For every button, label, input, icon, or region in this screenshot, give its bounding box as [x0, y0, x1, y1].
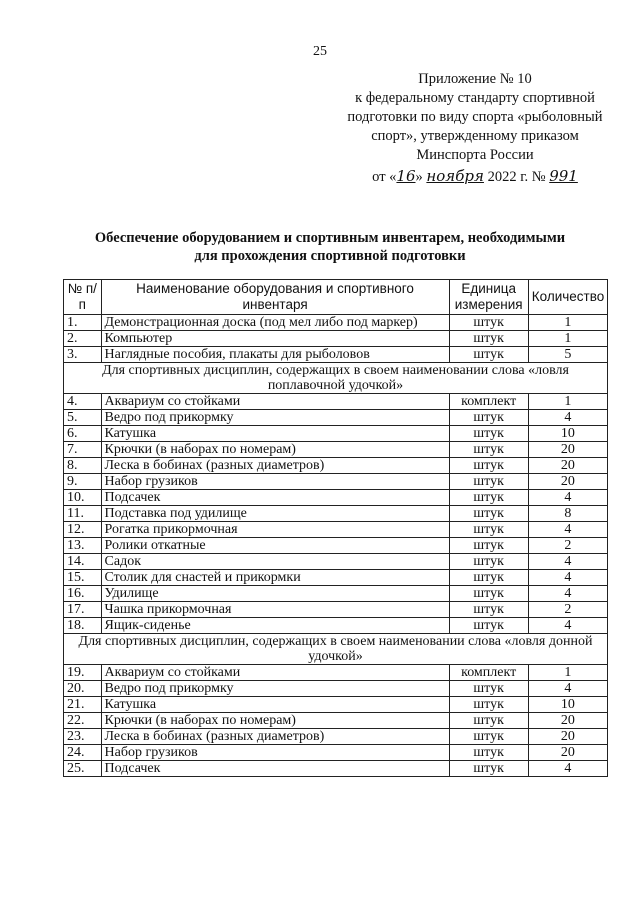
table-header-row	[64, 280, 608, 315]
item-quantity: 4	[528, 410, 607, 426]
row-number: 7.	[64, 442, 102, 458]
table-row	[64, 586, 608, 602]
table-row	[64, 681, 608, 697]
table-row	[64, 442, 608, 458]
section-label: Для спортивных дисциплин, содержащих в своем наименовании слова «ловля поплавочной удочкой»	[64, 363, 608, 394]
item-name: Ведро под прикормку	[101, 410, 449, 426]
item-quantity: 4	[528, 522, 607, 538]
item-name: Леска в бобинах (разных диаметров)	[101, 458, 449, 474]
table-row	[64, 490, 608, 506]
item-name: Леска в бобинах (разных диаметров)	[101, 729, 449, 745]
item-quantity: 20	[528, 474, 607, 490]
row-number: 15.	[64, 570, 102, 586]
item-quantity: 2	[528, 602, 607, 618]
section-row	[64, 363, 608, 394]
page-number: 25	[313, 44, 327, 59]
item-unit: штук	[449, 713, 528, 729]
item-name: Катушка	[101, 697, 449, 713]
item-quantity: 4	[528, 570, 607, 586]
table-row	[64, 410, 608, 426]
item-quantity: 1	[528, 665, 607, 681]
header-name: Наименование оборудования и спортивного инвентаря	[101, 280, 449, 315]
table-row	[64, 665, 608, 681]
item-name: Подсачек	[101, 761, 449, 777]
item-name: Подсачек	[101, 490, 449, 506]
table-body	[64, 315, 608, 777]
equipment-table	[63, 279, 608, 777]
table-row	[64, 315, 608, 331]
row-number: 1.	[64, 315, 102, 331]
item-name: Крючки (в наборах по номерам)	[101, 442, 449, 458]
item-unit: штук	[449, 490, 528, 506]
item-unit: штук	[449, 618, 528, 634]
item-name: Компьютер	[101, 331, 449, 347]
row-number: 19.	[64, 665, 102, 681]
row-number: 13.	[64, 538, 102, 554]
item-name: Ящик-сиденье	[101, 618, 449, 634]
row-number: 11.	[64, 506, 102, 522]
item-unit: штук	[449, 315, 528, 331]
table-row	[64, 697, 608, 713]
row-number: 17.	[64, 602, 102, 618]
title-line-2: для прохождения спортивной подготовки	[194, 248, 466, 264]
item-unit: штук	[449, 442, 528, 458]
item-unit: штук	[449, 602, 528, 618]
item-name: Подставка под удилище	[101, 506, 449, 522]
table-row	[64, 331, 608, 347]
row-number: 12.	[64, 522, 102, 538]
table-row	[64, 554, 608, 570]
document-title	[60, 229, 600, 265]
row-number: 25.	[64, 761, 102, 777]
item-name: Аквариум со стойками	[101, 394, 449, 410]
row-number: 2.	[64, 331, 102, 347]
header-unit: Единица измерения	[449, 280, 528, 315]
item-unit: штук	[449, 681, 528, 697]
item-name: Садок	[101, 554, 449, 570]
section-label: Для спортивных дисциплин, содержащих в своем наименовании слова «ловля донной удочкой»	[64, 634, 608, 665]
item-name: Ролики откатные	[101, 538, 449, 554]
item-name: Демонстрационная доска (под мел либо под маркер)	[101, 315, 449, 331]
item-unit: комплект	[449, 394, 528, 410]
item-quantity: 10	[528, 697, 607, 713]
item-quantity: 4	[528, 681, 607, 697]
item-name: Катушка	[101, 426, 449, 442]
row-number: 5.	[64, 410, 102, 426]
item-unit: штук	[449, 586, 528, 602]
appendix-line: к федеральному стандарту спортивной	[355, 90, 595, 106]
item-quantity: 4	[528, 490, 607, 506]
row-number: 3.	[64, 347, 102, 363]
row-number: 8.	[64, 458, 102, 474]
row-number: 21.	[64, 697, 102, 713]
table-row	[64, 761, 608, 777]
item-name: Рогатка прикормочная	[101, 522, 449, 538]
item-quantity: 1	[528, 394, 607, 410]
header-qty: Количество	[528, 280, 607, 315]
table-row	[64, 602, 608, 618]
item-quantity: 4	[528, 554, 607, 570]
item-quantity: 8	[528, 506, 607, 522]
item-unit: штук	[449, 761, 528, 777]
date-mid: »	[415, 169, 423, 185]
item-unit: комплект	[449, 665, 528, 681]
item-name: Набор грузиков	[101, 474, 449, 490]
item-name: Чашка прикормочная	[101, 602, 449, 618]
row-number: 14.	[64, 554, 102, 570]
appendix-line: Приложение № 10	[418, 71, 532, 87]
item-unit: штук	[449, 331, 528, 347]
item-unit: штук	[449, 474, 528, 490]
item-quantity: 1	[528, 331, 607, 347]
item-quantity: 4	[528, 586, 607, 602]
row-number: 23.	[64, 729, 102, 745]
item-quantity: 4	[528, 761, 607, 777]
item-name: Ведро под прикормку	[101, 681, 449, 697]
item-unit: штук	[449, 745, 528, 761]
appendix-line: Минспорта России	[416, 147, 534, 163]
item-quantity: 20	[528, 729, 607, 745]
table-row	[64, 394, 608, 410]
item-unit: штук	[449, 410, 528, 426]
title-line-1: Обеспечение оборудованием и спортивным инвентарем, необходимыми	[94, 230, 566, 246]
handwritten-day: 16	[396, 167, 416, 185]
table-row	[64, 522, 608, 538]
item-unit: штук	[449, 697, 528, 713]
row-number: 18.	[64, 618, 102, 634]
item-name: Наглядные пособия, плакаты для рыболовов	[101, 347, 449, 363]
item-unit: штук	[449, 554, 528, 570]
item-name: Удилище	[101, 586, 449, 602]
table-row	[64, 474, 608, 490]
appendix-line: спорт», утвержденному приказом	[371, 128, 579, 144]
item-unit: штук	[449, 729, 528, 745]
table-row	[64, 426, 608, 442]
item-name: Крючки (в наборах по номерам)	[101, 713, 449, 729]
item-quantity: 5	[528, 347, 607, 363]
item-quantity: 1	[528, 315, 607, 331]
item-name: Набор грузиков	[101, 745, 449, 761]
item-quantity: 20	[528, 442, 607, 458]
item-quantity: 20	[528, 458, 607, 474]
table-row	[64, 745, 608, 761]
table-row	[64, 347, 608, 363]
item-quantity: 4	[528, 618, 607, 634]
row-number: 16.	[64, 586, 102, 602]
row-number: 10.	[64, 490, 102, 506]
row-number: 24.	[64, 745, 102, 761]
table-row	[64, 570, 608, 586]
row-number: 22.	[64, 713, 102, 729]
table-row	[64, 538, 608, 554]
handwritten-order-number: 991	[549, 167, 578, 185]
item-quantity: 10	[528, 426, 607, 442]
table-row	[64, 618, 608, 634]
table-row	[64, 713, 608, 729]
row-number: 20.	[64, 681, 102, 697]
year-text: 2022 г. №	[487, 169, 546, 185]
item-name: Аквариум со стойками	[101, 665, 449, 681]
section-row	[64, 634, 608, 665]
row-number: 4.	[64, 394, 102, 410]
item-quantity: 2	[528, 538, 607, 554]
table-row	[64, 729, 608, 745]
handwritten-month: ноября	[426, 167, 484, 185]
item-quantity: 20	[528, 745, 607, 761]
item-unit: штук	[449, 522, 528, 538]
row-number: 6.	[64, 426, 102, 442]
item-unit: штук	[449, 347, 528, 363]
item-unit: штук	[449, 538, 528, 554]
item-unit: штук	[449, 426, 528, 442]
item-name: Столик для снастей и прикормки	[101, 570, 449, 586]
item-unit: штук	[449, 570, 528, 586]
header-num: № п/п	[64, 280, 102, 315]
item-unit: штук	[449, 458, 528, 474]
row-number: 9.	[64, 474, 102, 490]
date-prefix: от «	[372, 169, 397, 185]
item-unit: штук	[449, 506, 528, 522]
order-date-line	[330, 167, 620, 187]
appendix-header	[330, 70, 620, 187]
appendix-line: подготовки по виду спорта «рыболовный	[347, 109, 603, 125]
table-row	[64, 506, 608, 522]
table-row	[64, 458, 608, 474]
item-quantity: 20	[528, 713, 607, 729]
